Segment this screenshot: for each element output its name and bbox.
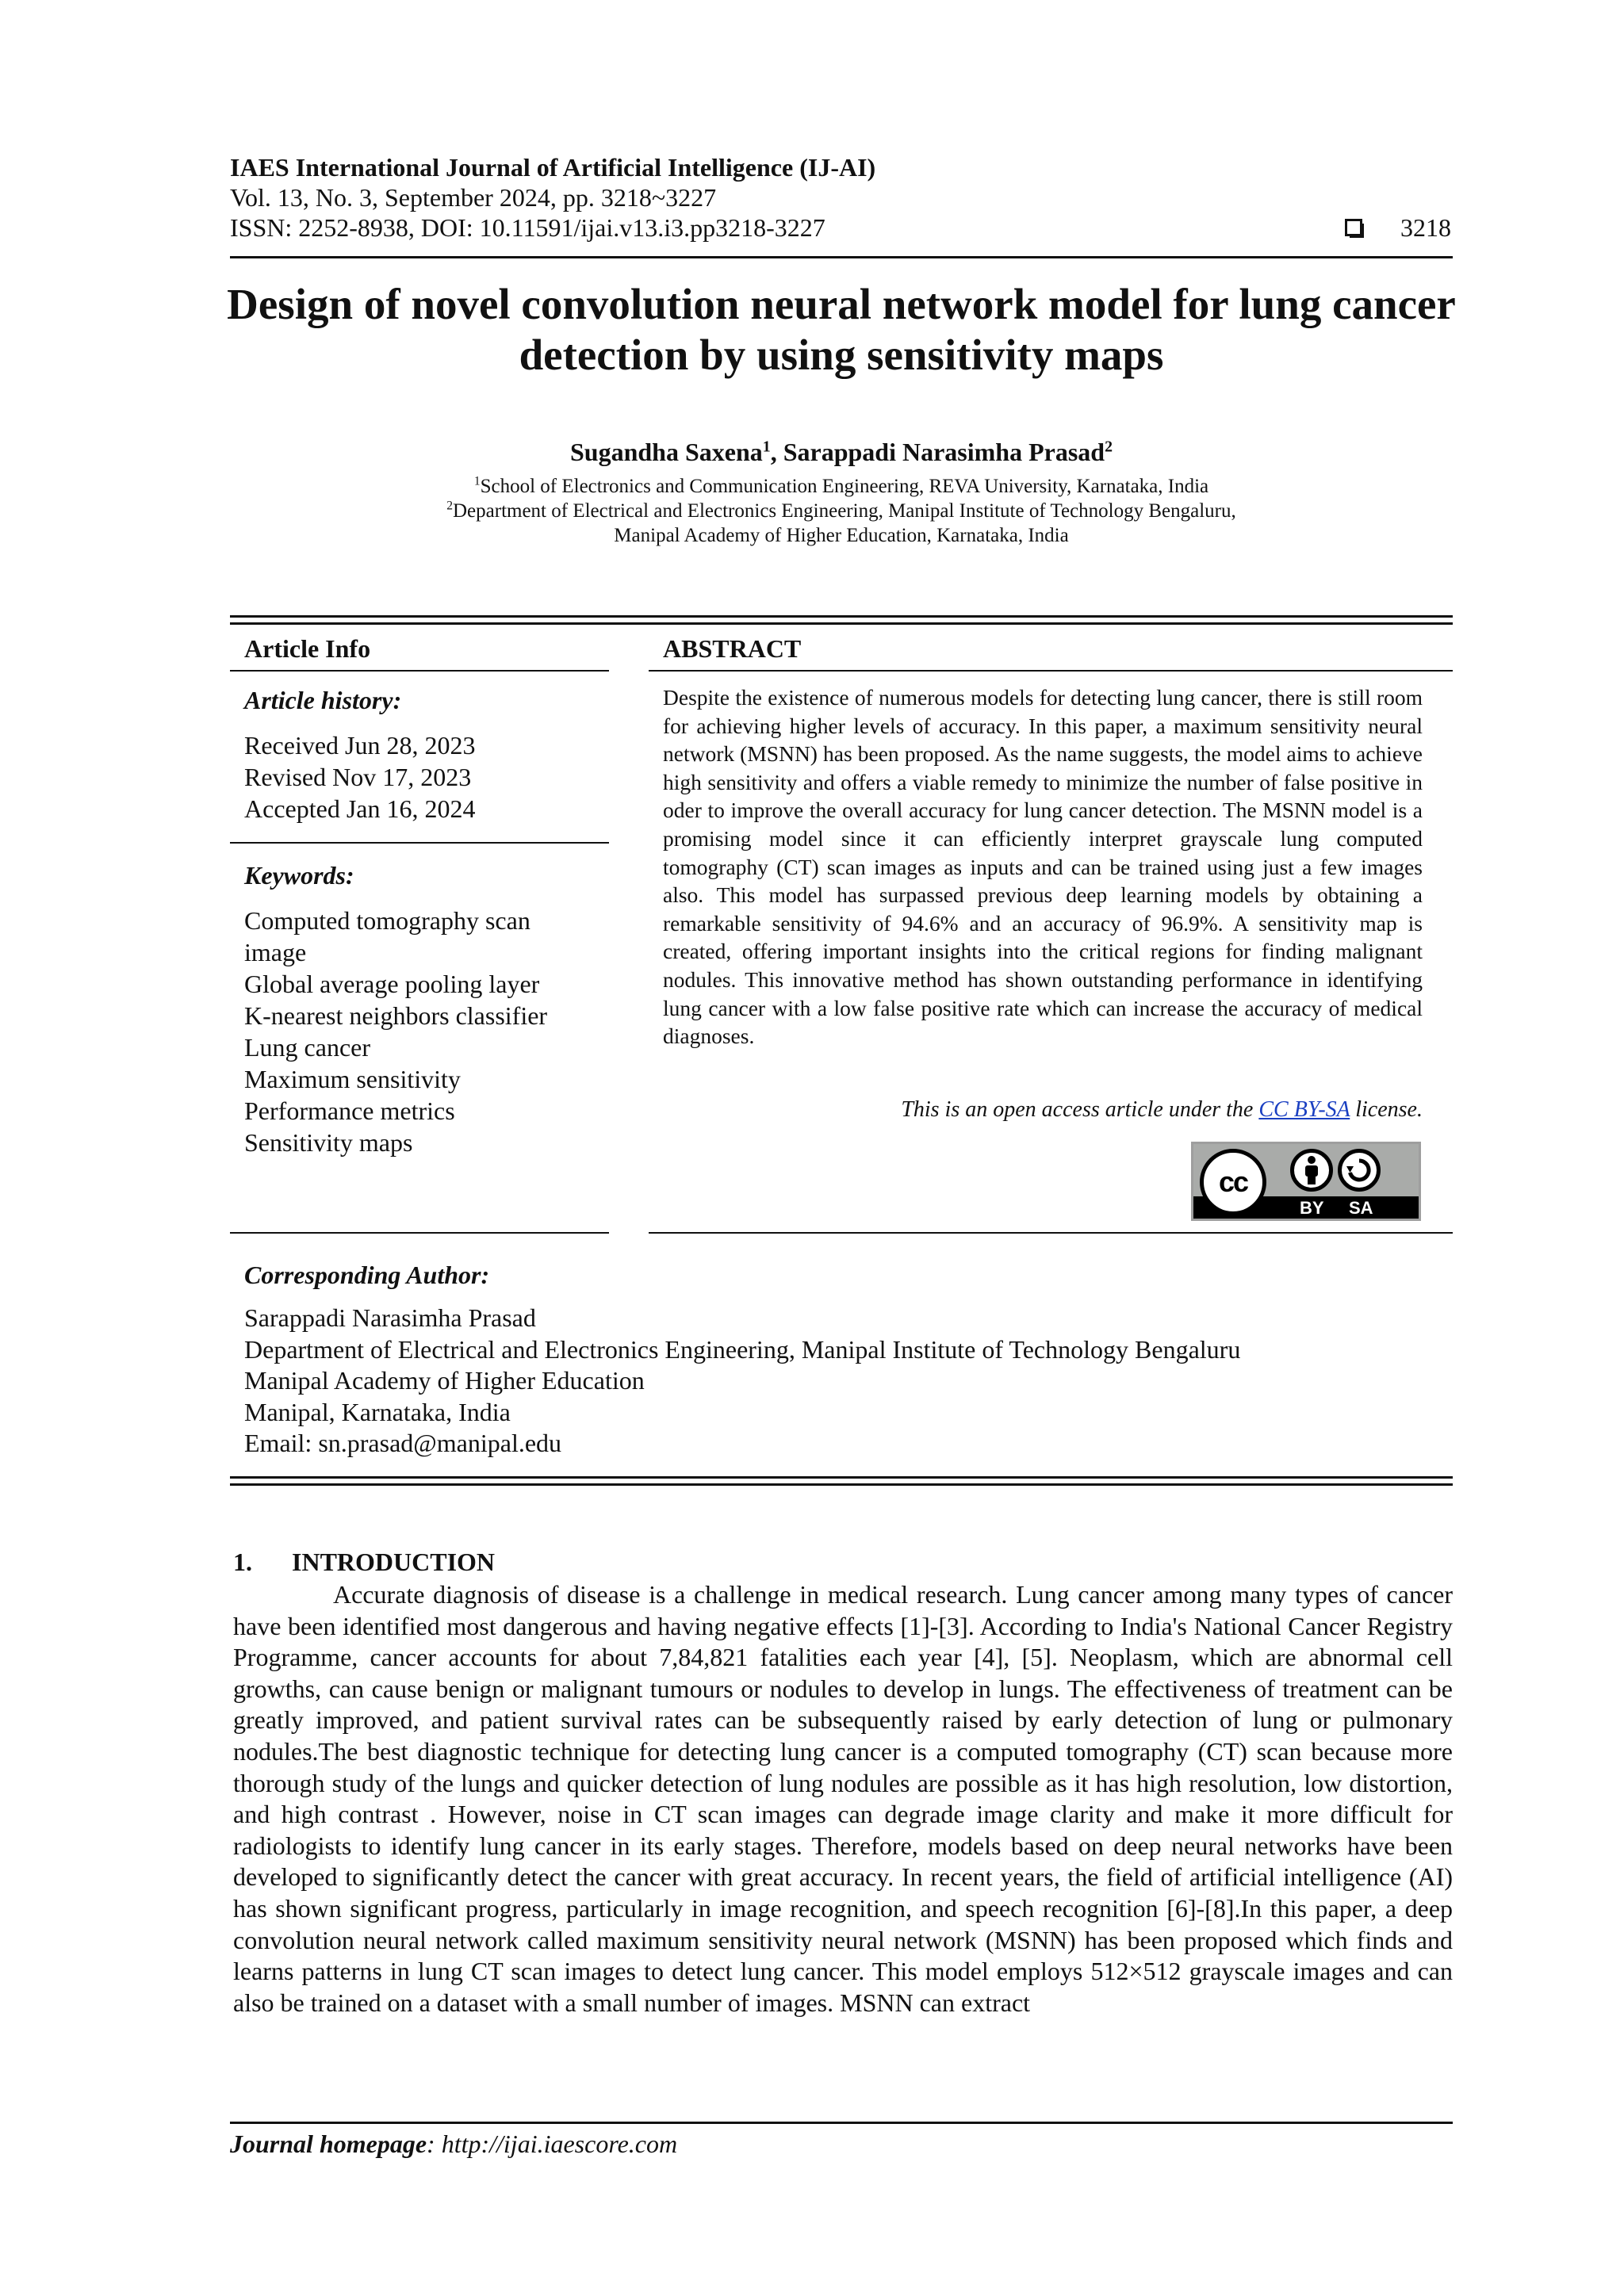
paper-title: Design of novel convolution neural network model for lung cancer detection by using sensitivity maps <box>227 280 1456 379</box>
divider <box>230 1232 609 1234</box>
affiliation-text: School of Electronics and Communication Engineering, REVA University, Karnataka, India <box>480 476 1209 497</box>
divider <box>230 842 609 844</box>
section-number: 1. <box>233 1548 252 1576</box>
keyword-item: Sensitivity maps <box>244 1128 413 1157</box>
affiliation-1 <box>198 474 1484 499</box>
journal-name: IAES International Journal of Artificial Intelligence (IJ-AI) <box>230 153 876 182</box>
section-heading <box>233 1548 495 1577</box>
homepage-label: Journal homepage <box>230 2130 427 2158</box>
keywords-list <box>230 905 585 1158</box>
section-title: INTRODUCTION <box>292 1548 496 1576</box>
info-top-rule <box>230 615 1453 625</box>
divider <box>230 670 609 672</box>
institution-line: Manipal Academy of Higher Education <box>244 1366 645 1395</box>
checkbox-icon <box>1345 219 1362 236</box>
keyword-item: Maximum sensitivity <box>244 1065 461 1093</box>
footer-rule <box>230 2122 1453 2124</box>
license-statement <box>663 1097 1423 1123</box>
badge-by-label: BY <box>1300 1198 1324 1218</box>
share-alike-icon <box>1338 1149 1381 1192</box>
article-info-heading: Article Info <box>244 634 371 663</box>
article-info-column <box>230 634 609 1158</box>
corresponding-heading: Corresponding Author: <box>244 1261 490 1289</box>
author-name: Sugandha Saxena <box>569 438 763 466</box>
article-history-heading: Article history: <box>244 686 402 714</box>
homepage-url[interactable]: : http://ijai.iaescore.com <box>427 2130 678 2158</box>
header-rule <box>230 256 1453 258</box>
author-sup: 2 <box>1105 438 1113 456</box>
author-sup: 1 <box>762 438 771 456</box>
keyword-item: Performance metrics <box>244 1096 455 1125</box>
keyword-item: Computed tomography scan image <box>244 906 530 966</box>
keyword-item: Global average pooling layer <box>244 970 540 998</box>
location-line: Manipal, Karnataka, India <box>244 1397 511 1426</box>
person-icon <box>1290 1149 1333 1192</box>
department-line: Department of Electrical and Electronics Engineering, Manipal Institute of Technology Bengaluru <box>244 1334 1241 1364</box>
article-history-list <box>230 729 609 825</box>
affiliations <box>198 474 1484 548</box>
abstract-column <box>649 634 1453 672</box>
volume-info: Vol. 13, No. 3, September 2024, pp. 3218~3227 <box>230 183 717 212</box>
affiliation-2 <box>198 499 1484 523</box>
license-link[interactable]: CC BY-SA <box>1258 1097 1350 1122</box>
issn-line <box>230 212 1453 243</box>
badge-sa-label: SA <box>1349 1198 1373 1218</box>
author-name: Sarappadi Narasimha Prasad <box>783 438 1105 466</box>
divider <box>649 1232 1453 1234</box>
page-number-group <box>1345 212 1453 243</box>
history-accepted: Accepted Jan 16, 2024 <box>244 794 476 823</box>
affiliation-2-cont: Manipal Academy of Higher Education, Karnataka, India <box>614 525 1069 546</box>
keywords-heading: Keywords: <box>244 861 354 890</box>
issn-doi: ISSN: 2252-8938, DOI: 10.11591/ijai.v13.i3.pp3218-3227 <box>230 213 825 242</box>
author-line <box>198 438 1484 467</box>
page-number: 3218 <box>1400 213 1451 242</box>
email-line: Email: sn.prasad@manipal.edu <box>244 1429 562 1457</box>
affiliation-sup: 2 <box>446 499 453 513</box>
corresponding-author <box>244 1261 1434 1460</box>
affiliation-text: Department of Electrical and Electronics Engineering, Manipal Institute of Technology Bengaluru, <box>453 500 1236 522</box>
running-header <box>230 152 1453 243</box>
cc-logo-icon: cc <box>1200 1149 1266 1215</box>
license-prefix: This is an open access article under the <box>901 1097 1259 1122</box>
affiliation-sup: 1 <box>473 474 481 488</box>
keyword-item: K-nearest neighbors classifier <box>244 1001 548 1030</box>
info-bottom-rule <box>230 1476 1453 1486</box>
keyword-item: Lung cancer <box>244 1033 371 1062</box>
divider <box>649 670 1453 672</box>
cc-license-badge[interactable] <box>1191 1142 1421 1221</box>
author-sep: , <box>770 438 783 466</box>
license-suffix: license. <box>1350 1097 1423 1122</box>
history-revised: Revised Nov 17, 2023 <box>244 763 472 791</box>
introduction-paragraph: Accurate diagnosis of disease is a challenge in medical research. Lung cancer among many types of cancer have been identified most dangerous and having negative effects [1]-[3]. According to India's National Cancer Registry Programme, cancer accounts for about 7,84,821 fatalities each year [4], [5]. Neoplasm, which are abnormal cell growths, can cause benign or malignant tumours or nodules to develop in lungs. The effectiveness of treatment can be greatly improved, and patient survival rates can be subsequently raised by early detection of lung or pulmonary nodules.The best diagnostic technique for detecting lung cancer is a computed tomography (CT) scan because more thorough study of the lungs and quicker detection of lung nodules are possible as it has high resolution, low distortion, and high contrast . However, noise in CT scan images can degrade image clarity and make it more difficult for radiologists to identify lung cancer in its early stages. Therefore, models based on deep neural networks have been developed to significantly detect the cancer with great accuracy. In recent years, the field of artificial intelligence (AI) has shown significant progress, particularly in image recognition, and speech recognition [6]-[8].In this paper, a deep convolution neural network called maximum sensitivity neural network (MSNN) has been proposed which finds and learns patterns in lung CT scan images to detect lung cancer. This model employs 512×512 grayscale images and can also be trained on a dataset with a small number of images. MSNN can extract <box>233 1580 1453 2017</box>
corresponding-details <box>244 1303 1434 1460</box>
history-received: Received Jun 28, 2023 <box>244 731 476 760</box>
abstract-heading: ABSTRACT <box>663 634 802 663</box>
author-name-line: Sarappadi Narasimha Prasad <box>244 1303 536 1332</box>
journal-homepage <box>230 2130 1453 2159</box>
abstract-text: Despite the existence of numerous models for detecting lung cancer, there is still room for achieving higher levels of accuracy. In this paper, a maximum sensitivity neural network (MSNN) has been proposed. As the name suggests, the model aims to achieve high sensitivity and offers a viable remedy to minimize the number of false positive in oder to improve the overall accuracy for lung cancer detection. The MSNN model is a promising model since it can efficiently interpret grayscale lung computed tomography (CT) scan images as inputs and can be trained using just a few images also. This model has surpassed previous deep learning models by obtaining a remarkable sensitivity of 94.6% and an accuracy of 96.9%. A sensitivity map is created, offering important insights into the critical regions for finding malignant nodules. This innovative method has shown outstanding performance in identifying lung cancer with a low false positive rate which can increase the accuracy of medical diagnoses. <box>663 685 1423 1049</box>
